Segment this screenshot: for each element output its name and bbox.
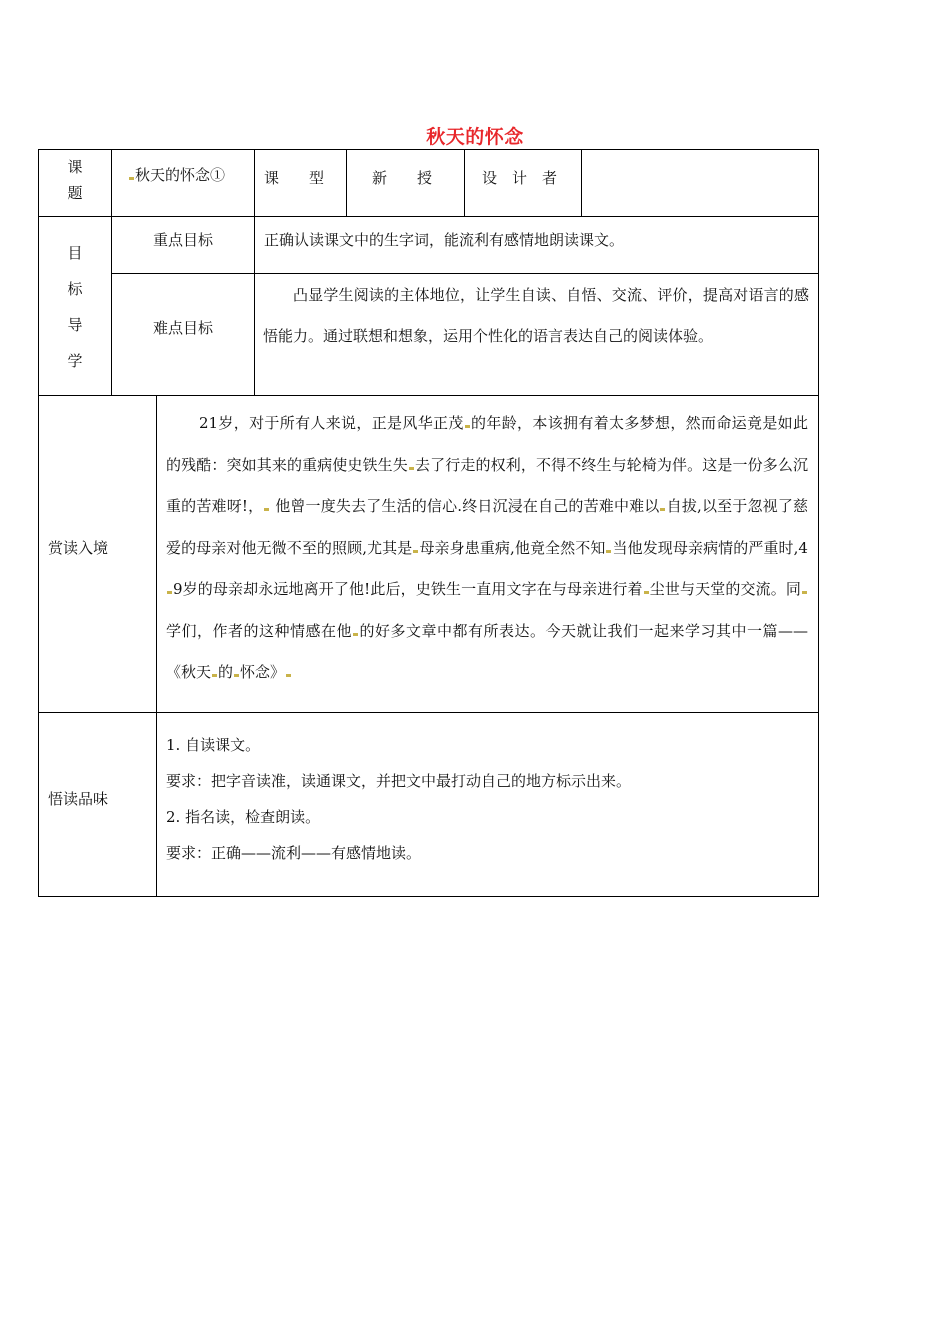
lesson-name: 秋天的怀念① [135,166,226,184]
highlight-mark [606,550,611,553]
type-value: 新 授 [372,169,433,187]
highlight-mark [167,591,172,594]
goals-label-char: 标 [67,280,83,298]
appreciate-label: 赏读入境 [48,539,109,557]
type-label: 课 型 [264,169,325,187]
highlight-mark [212,674,217,677]
text-segment: 21岁，对于所有人来说，正是风华正茂 [199,414,464,432]
highlight-mark [264,508,269,511]
key-goal-label: 重点目标 [152,231,213,249]
taste-label: 悟读品味 [48,790,109,808]
text-segment: 怀念》 [240,663,286,681]
text-segment: 他曾一度失去了生活的信心.终日沉浸在自己的苦难中难以 [270,497,660,515]
text-segment: 的年龄，本该拥有着太多梦想，然而命运竟是如此的残酷：突如其来的重病使史铁生失 [166,414,808,474]
text-segment: 当他发现母亲病情的严重时,4 [612,538,808,557]
goals-section-label [39,235,111,379]
highlight-mark [660,508,665,511]
highlight-mark [129,177,134,180]
lesson-table [38,149,819,897]
page-title: 秋天的怀念 [426,126,524,148]
text-segment: 的好多文章中都有所表达。今天就让我们一起来学习其中一篇——《秋天 [166,621,808,681]
highlight-mark [644,591,649,594]
list-item: 要求：把字音读准，读通课文，并把文中最打动自己的地方标示出来。 [166,772,632,790]
goals-label-char: 目 [67,244,83,262]
lesson-label-line1: 课 [67,158,83,176]
text-segment: 9岁的母亲却永远地离开了他!此后，史铁生一直用文字在与母亲进行着 [173,580,643,598]
text-segment: 去了行走的权利，不得不终生与轮椅为伴。这是一份多么沉重的苦难呀!， [166,455,808,515]
list-item: 1. 自读课文。 [166,736,261,754]
text-segment: 尘世与天堂的交流。同 [649,580,801,598]
highlight-mark [413,550,418,553]
highlight-mark [409,467,414,470]
highlight-mark [802,591,807,594]
highlight-mark [353,633,358,636]
lesson-name-cell [128,165,254,185]
difficult-goal-label: 难点目标 [152,319,213,337]
text-segment: 母亲身患重病,他竟全然不知 [419,538,606,557]
goals-label-char: 学 [67,352,83,370]
highlight-mark [286,674,291,677]
difficult-goal-text: 凸显学生阅读的主体地位，让学生自读、自悟、交流、评价，提高对语言的感悟能力。通过联想和想象，运用个性化的语言表达自己的阅读体验。 [263,286,809,345]
text-segment: 学们，作者的这种情感在他 [166,621,352,640]
list-item: 要求：正确——流利——有感情地读。 [166,844,422,862]
key-goal-text: 正确认读课文中的生字词，能流利有感情地朗读课文。 [264,231,625,249]
goals-label-char: 导 [67,316,83,334]
appreciate-text [166,403,808,694]
text-segment: 的 [218,663,234,681]
list-item: 2. 指名读，检查朗读。 [166,808,321,826]
highlight-mark [234,674,239,677]
lesson-label [39,151,111,216]
taste-list [166,727,808,871]
designer-label: 设 计 者 [482,169,558,187]
lesson-label-line2: 题 [67,184,83,202]
text-segment: 自拔,以至于忽视了慈爱的母亲对他无微不至的照顾,尤其是 [166,497,808,557]
highlight-mark [465,425,470,428]
